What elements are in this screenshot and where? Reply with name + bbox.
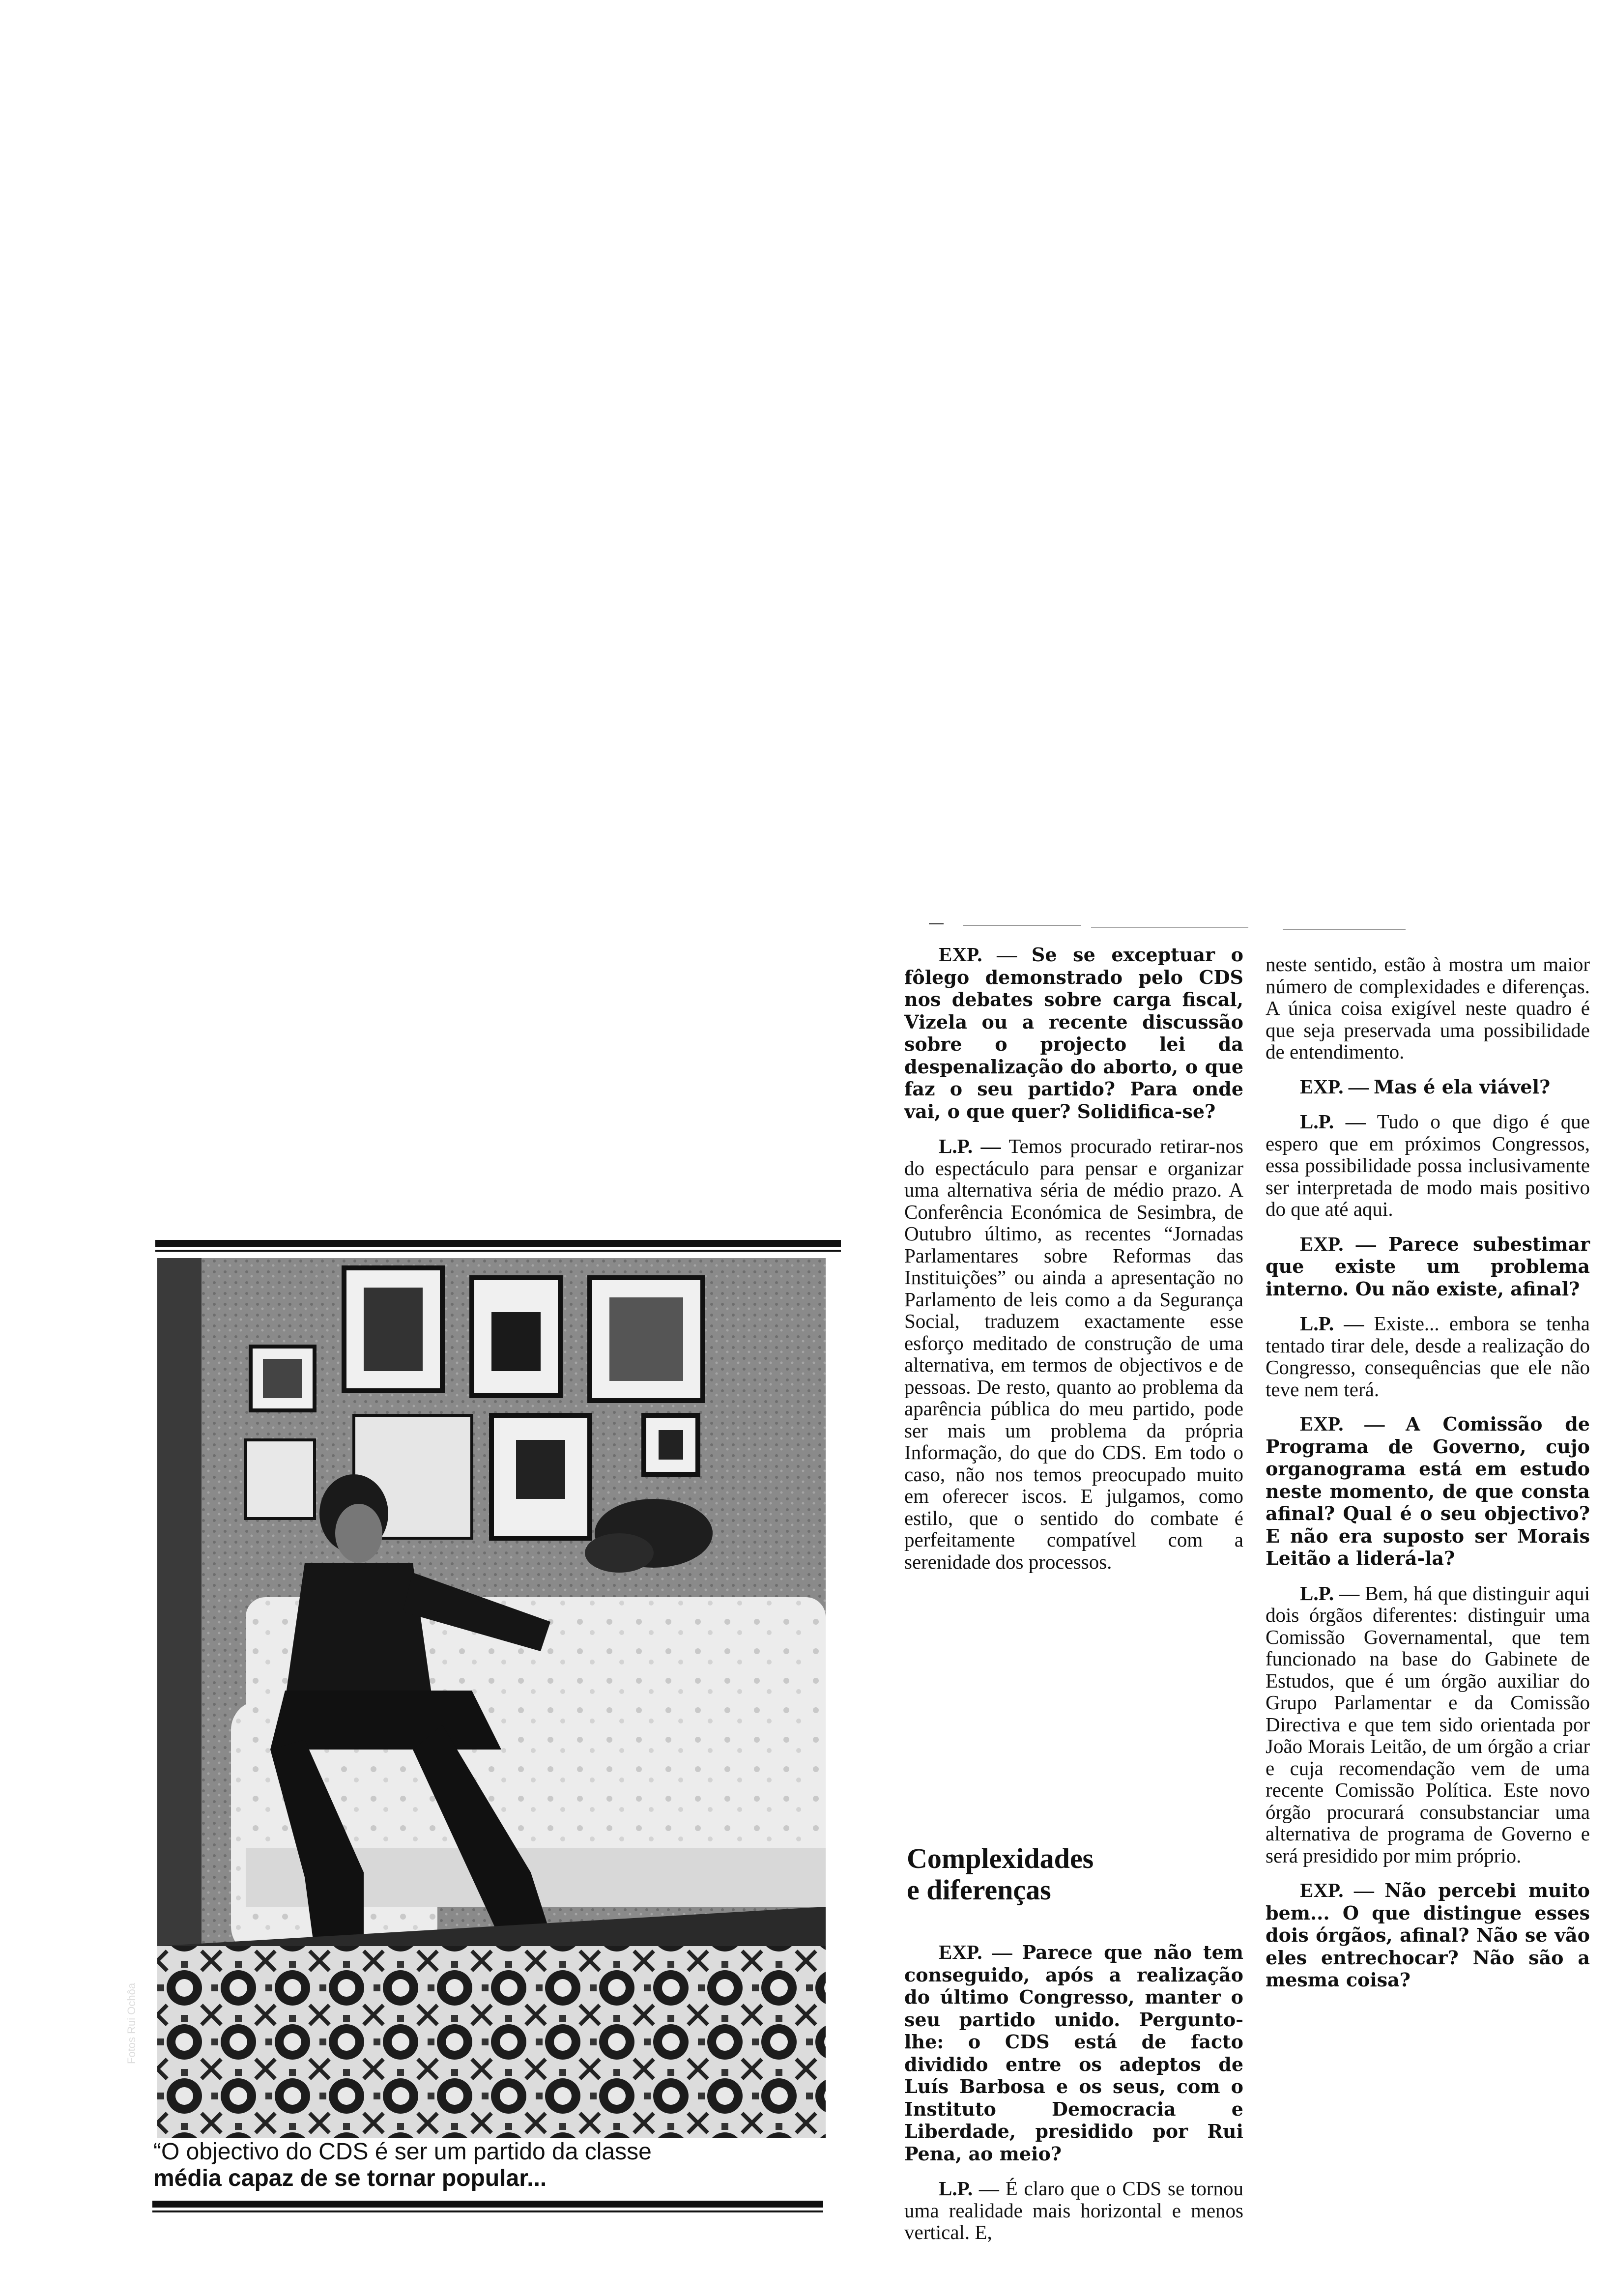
speaker-label: L.P. — xyxy=(1300,1110,1366,1133)
scan-noise xyxy=(929,923,944,924)
speaker-label: EXP. — xyxy=(1300,1232,1376,1255)
interviewee-answer xyxy=(904,1135,1243,1573)
paragraph-text: Mas é ela viável? xyxy=(1374,1075,1551,1098)
bottom-rule-thick xyxy=(152,2201,823,2208)
article-column-2 xyxy=(904,944,1243,1585)
speaker-label: L.P. — xyxy=(939,2177,999,2200)
scan-noise xyxy=(963,925,1081,926)
interviewee-answer xyxy=(1266,1582,1590,1867)
caption-line-1: “O objectivo do CDS é ser um partido da classe xyxy=(153,2139,652,2165)
speaker-label: EXP. — xyxy=(939,943,1017,966)
interviewer-question xyxy=(1266,1076,1590,1098)
paragraph-text: Se se exceptuar o fôlego demonstrado pelo CDS nos debates sobre carga fiscal, Vizela ou a recente discussão sobre o projecto lei da despenalização do aborto, o que faz o seu partido? Para onde vai, o que quer? Solidifica-se? xyxy=(904,944,1243,1122)
caption-line-2: média capaz de se tornar popular... xyxy=(153,2165,547,2191)
paragraph-text: A Comissão de Programa de Governo, cujo organograma está em estudo neste momento, de que consta afinal? Qual é o seu objectivo? E não era suposto ser Morais Leitão a liderá-la? xyxy=(1266,1413,1590,1569)
article-column-2-lower xyxy=(904,1941,1243,2256)
paragraph-text: neste sentido, estão à mostra um maior número de complexidades e diferenças. A única coisa exigível neste quadro é que seja preservada uma possibilidade de entendimento. xyxy=(1266,953,1590,1063)
interviewee-answer xyxy=(1266,1111,1590,1220)
speaker-label: EXP. — xyxy=(1300,1879,1374,1901)
paragraph-text: Temos procurado retirar-nos do espectáculo para pensar e organizar uma alternativa séria de médio prazo. A Conferência Económica de Sesimbra, de Outubro último, as recentes “Jornadas Parlamentares sobre Reformas das Instituições” ou ainda a apresentação no Parlamento de leis como a da Segurança Social, traduzem exactamente esse esforço meditado de construção de uma alternativa, em termos de objectivos e de pessoas. De resto, quanto ao problema da aparência pública do meu partido, pode ser mais um problema da própria Informação, do que do CDS. Em todo o caso, não nos temos preocupado muito em oferecer iscos. E julgamos, como estilo, que o sentido do combate é perfeitamente compatível com a serenidade dos processos. xyxy=(904,1135,1243,1573)
scan-noise xyxy=(1283,929,1406,930)
speaker-label: EXP. — xyxy=(939,1941,1012,1963)
paragraph-text: Não percebi muito bem... O que distingue esses dois órgãos, afinal? Não se vão eles entrechocar? Não são a mesma coisa? xyxy=(1266,1879,1590,1991)
interviewee-answer xyxy=(1266,1313,1590,1400)
interviewer-question xyxy=(1266,1879,1590,1991)
paragraph-text: Parece subestimar que existe um problema interno. Ou não existe, afinal? xyxy=(1266,1233,1590,1300)
paragraph-text: Parece que não tem conseguido, após a realização do último Congresso, manter o seu partido unido. Pergunto-lhe: o CDS está de facto dividido entre os adeptos de Luís Barbosa e os seus, com o Instituto Democracia e Liberdade, presidido por Rui Pena, ao meio? xyxy=(904,1941,1243,2165)
interviewee-answer xyxy=(1266,953,1590,1063)
interviewee-answer xyxy=(904,2178,1243,2243)
interviewer-question xyxy=(904,1941,1243,2165)
photo-illustration xyxy=(157,1258,826,2138)
paragraph-text: Bem, há que distinguir aqui dois órgãos diferentes: distinguir uma Comissão Governamental, que tem funcionado na base do Gabinete de Estudos, que é um órgão auxiliar do Grupo Parlamentar e da Comissão Directiva e que tem sido orientada por João Morais Leitão, de um órgão a criar e cuja recomendação vem de uma recente Comissão Política. Este novo órgão procurará consubstanciar uma alternativa de programa de Governo e será presidido por mim próprio. xyxy=(1266,1581,1590,1867)
article-column-3 xyxy=(1266,953,1590,2004)
paragraph-text: Existe... embora se tenha tentado tirar dele, desde a realização do Congresso, consequências que ele não teve nem terá. xyxy=(1266,1312,1590,1401)
subheading-line-1: Complexidades xyxy=(907,1842,1094,1874)
photo-caption xyxy=(153,2139,841,2192)
bottom-rule-thin xyxy=(152,2210,823,2212)
speaker-label: L.P. — xyxy=(1300,1581,1360,1605)
interviewer-question xyxy=(904,944,1243,1122)
top-rule-thin xyxy=(155,1250,841,1252)
paragraph-text: Tudo o que digo é que espero que em próximos Congressos, essa possibilidade possa inclusivamente ser interpretada de modo mais positivo do que até aqui. xyxy=(1266,1110,1590,1220)
paragraph-text: É claro que o CDS se tornou uma realidade mais horizontal e menos vertical. E, xyxy=(904,2177,1243,2243)
scan-noise xyxy=(1091,927,1248,928)
interview-photo xyxy=(157,1258,826,2138)
interviewer-question xyxy=(1266,1413,1590,1570)
speaker-label: L.P. — xyxy=(939,1135,1001,1157)
speaker-label: EXP. — xyxy=(1300,1075,1369,1098)
interviewer-question xyxy=(1266,1233,1590,1300)
top-rule-thick xyxy=(155,1240,841,1247)
speaker-label: EXP. — xyxy=(1300,1412,1385,1435)
speaker-label: L.P. — xyxy=(1300,1312,1364,1335)
subheading-line-2: e diferenças xyxy=(907,1874,1051,1906)
photo-credit: Fotos Rui Ochôa xyxy=(125,1982,138,2064)
section-subheading xyxy=(907,1843,1094,1906)
